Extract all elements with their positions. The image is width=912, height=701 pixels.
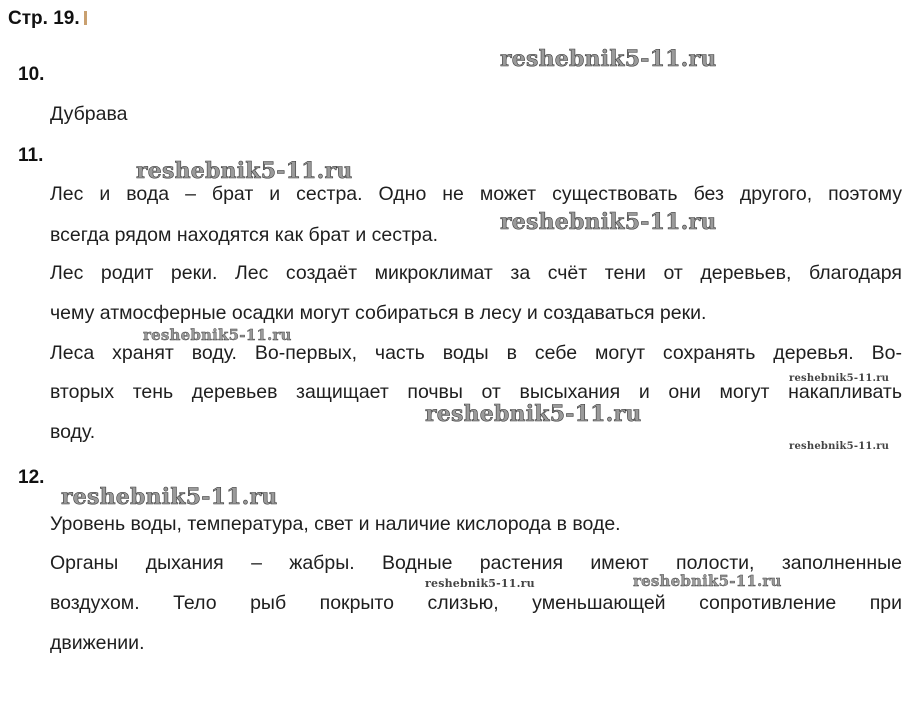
task-11-line-4: чему атмосферные осадки могут собираться в лесу и создаваться реки. xyxy=(50,302,707,324)
header-mark xyxy=(84,11,87,25)
task-number-10: 10. xyxy=(18,64,45,85)
task-11-line-5: Леса хранят воду. Во-первых, часть воды в себе могут сохранять деревья. Во- xyxy=(50,342,902,364)
page-header xyxy=(8,8,87,30)
watermark: reshebnik5-11.ru xyxy=(500,46,717,72)
watermark: reshebnik5-11.ru xyxy=(789,441,890,452)
task-12-line-4: движении. xyxy=(50,632,145,654)
task-number-12: 12. xyxy=(18,467,45,488)
watermark: reshebnik5-11.ru xyxy=(500,209,717,235)
watermark: reshebnik5-11.ru xyxy=(425,577,535,590)
task-12-line-1: Уровень воды, температура, свет и наличие кислорода в воде. xyxy=(50,513,621,535)
task-11-line-2: всегда рядом находятся как брат и сестра. xyxy=(50,224,439,246)
watermark: reshebnik5-11.ru xyxy=(143,326,292,344)
watermark: reshebnik5-11.ru xyxy=(425,401,642,427)
task-number-11: 11. xyxy=(18,145,44,166)
watermark: reshebnik5-11.ru xyxy=(633,572,782,590)
task-10-line-1: Дубрава xyxy=(50,103,128,125)
watermark: reshebnik5-11.ru xyxy=(789,373,890,384)
task-12-line-3: воздухом. Тело рыб покрыто слизью, уменьшающей сопротивление при xyxy=(50,592,902,614)
watermark: reshebnik5-11.ru xyxy=(136,158,353,184)
task-12-line-2: Органы дыхания – жабры. Водные растения имеют полости, заполненные xyxy=(50,552,902,574)
task-11-line-7: воду. xyxy=(50,421,96,443)
page-label: Стр. 19. xyxy=(8,8,80,29)
task-11-line-6: вторых тень деревьев защищает почвы от высыхания и они могут накапливать xyxy=(50,381,902,403)
task-11-line-1: Лес и вода – брат и сестра. Одно не может существовать без другого, поэтому xyxy=(50,183,902,205)
watermark: reshebnik5-11.ru xyxy=(61,484,278,510)
task-11-line-3: Лес родит реки. Лес создаёт микроклимат за счёт тени от деревьев, благодаря xyxy=(50,262,902,284)
